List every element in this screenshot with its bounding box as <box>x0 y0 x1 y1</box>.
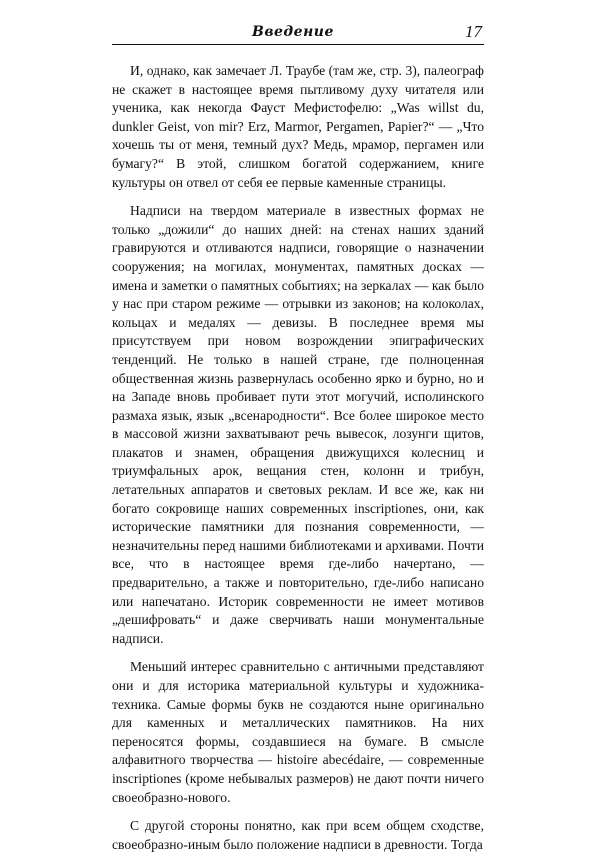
page-number: 17 <box>465 22 482 41</box>
running-header <box>112 22 484 45</box>
chapter-title: Введение <box>252 24 334 40</box>
body-text <box>112 62 484 854</box>
paragraph-2: Надписи на твердом материале в известных формах не только „дожили“ до наших дней: на стенах наших зданий гравируются и отливаются надписи, говорящие о назначении сооружения; на могилах, монументах, памятных досках — имена и заметки о памятных событиях; на зеркалах — как было у нас при старом режиме — отрывки из законов; на колоколах, кольцах и медалях — девизы. В последнее время мы присутствуем при новом возрождении эпиграфических тенденций. Не только в нашей стране, где полноценная общественная жизнь развернулась особенно ярко и бурно, но и на Западе вновь пробивает пути этот могучий, исполинского размаха язык, язык „всенародности“. Все более широкое место в массовой жизни захватывают речь вывесок, лозунги щитов, плакатов и знамен, обращения движущихся колесниц и триумфальных арок, вещания стен, колонн и трибун, летательных аппаратов и световых реклам. И все же, как ни богато сокровище наших современных inscriptiones, они, как исторические памятники для познания современности, — незначительны перед нашими библиотеками и архивами. Почти все, что в настоящее время где-либо начертано, — предварительно, а также и повторительно, где-либо написано или напечатано. Историк современности не имеет мотивов „дешифровать“ и даже сверчивать наши монументальные надписи. <box>112 203 484 646</box>
paragraph-4: С другой стороны понятно, как при всем общем сходстве, своеобразно-иным было положение надписи в древности. Тогда <box>112 818 484 852</box>
paragraph-1: И, однако, как замечает Л. Траубе (там же, стр. 3), палеограф не скажет в настоящее время пытливому духу читателя или ученика, как некогда Фауст Мефистофелю: „Was willst du, dunkler Geist, von mir? Erz, Marmor, Pergamen, Papier?“ — „Что хочешь ты от меня, темный дух? Медь, мрамор, пергамен или бумагу?“ В этой, слишком богатой содержанием, книге культуры он отвел от себя ее первые каменные страницы. <box>112 63 484 190</box>
paragraph-3: Меньший интерес сравнительно с античными представляют они и для историка материальной культуры и художника-техника. Самые формы букв не создаются ныне оригинально для каменных и металлических памятников. На них переносятся формы, создавшиеся на бумаге. В смысле алфавитного творчества — histoire abecédaire, — современные inscriptiones (кроме небывалых размеров) не дают почти ничего своеобразно-нового. <box>112 659 484 805</box>
